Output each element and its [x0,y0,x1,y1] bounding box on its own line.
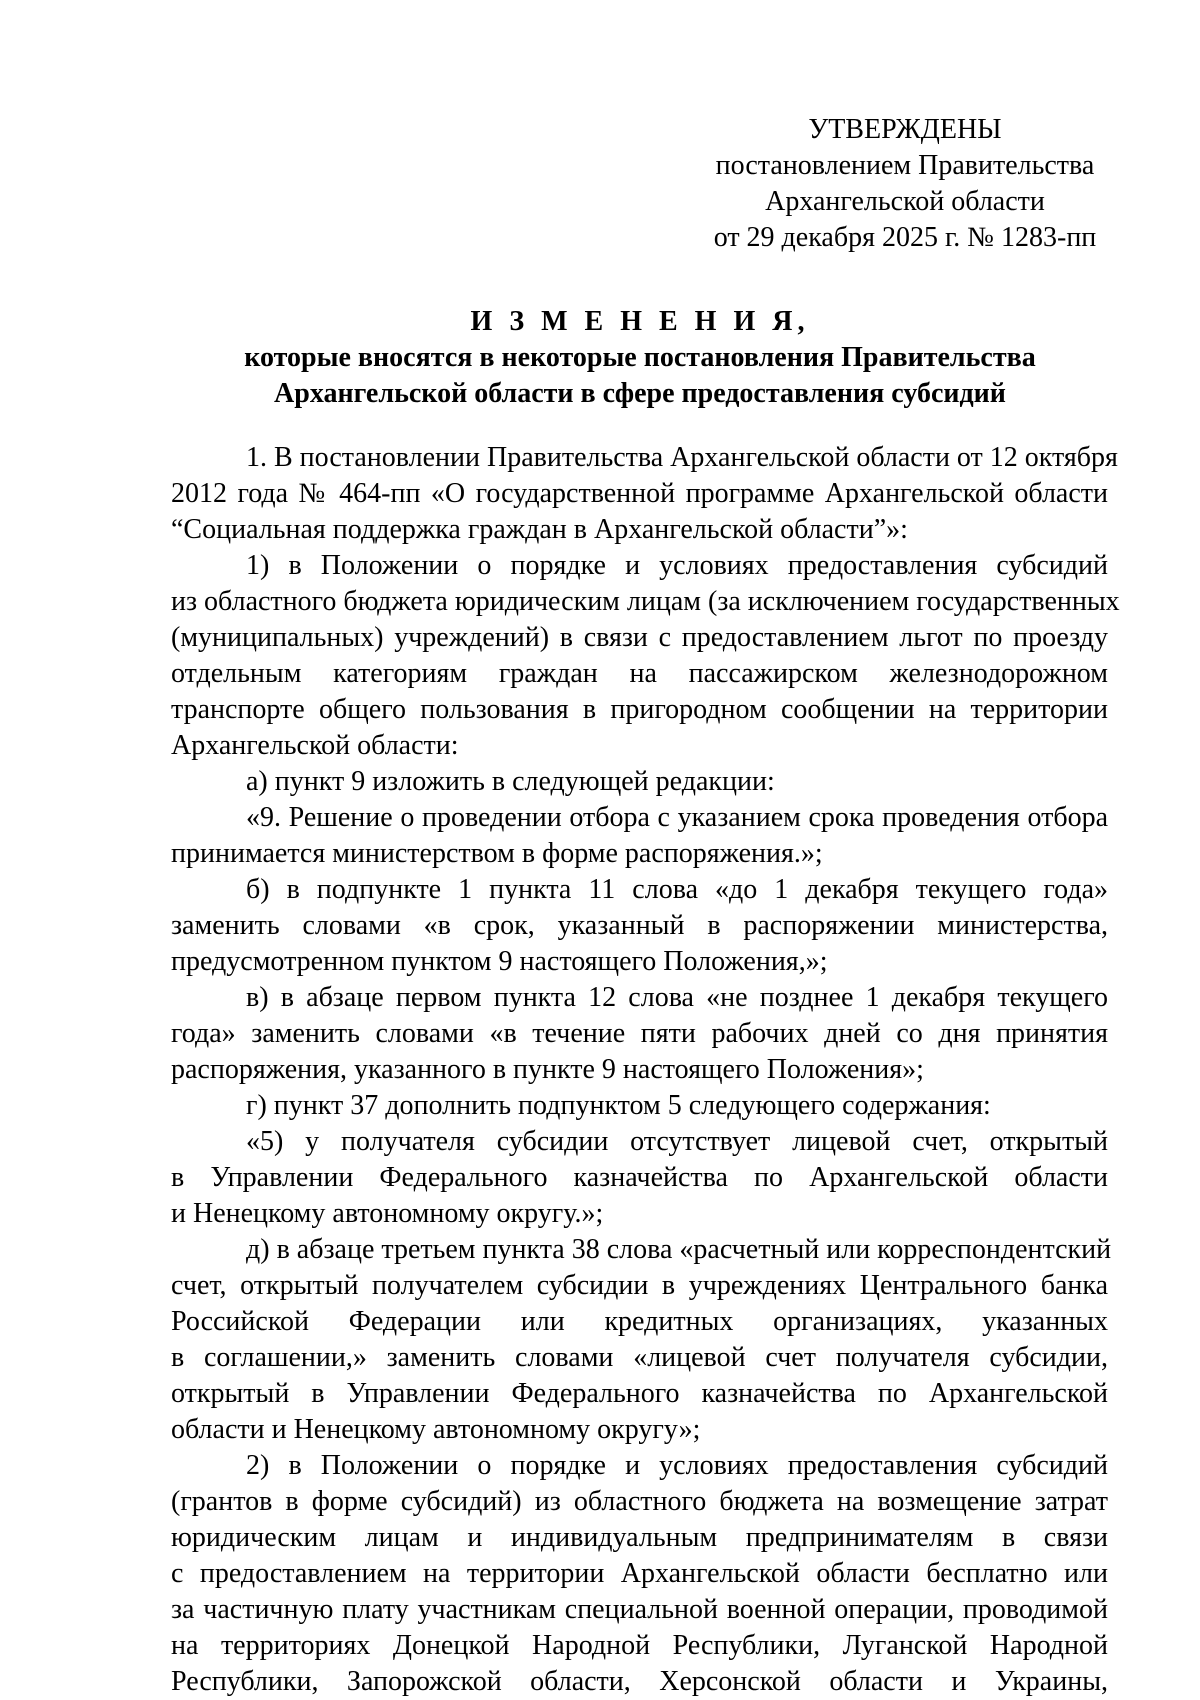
paragraph [171,1088,1108,1124]
approval-line: Архангельской области [765,186,1045,217]
paragraph-line: с предоставлением на территории Архангельской области бесплатно или [171,1558,1108,1589]
approval-date-number: от 29 декабря 2025 г. № 1283-пп [713,222,1097,253]
paragraph-line: (муниципальных) учреждений) в связи с предоставлением льгот по проезду [171,622,1108,653]
paragraph [171,980,1108,1088]
paragraph-line: отдельным категориям граждан на пассажирском железнодорожном [171,658,1108,689]
paragraph [171,1232,1112,1448]
paragraph-line: а) пункт 9 изложить в следующей редакции: [246,766,775,797]
paragraph-line: Российской Федерации или кредитных организациях, указанных [171,1306,1108,1337]
paragraph-line: “Социальная поддержка граждан в Архангельской области”»: [171,514,908,545]
paragraph-line: области и Ненецкому автономному округу»; [171,1414,701,1445]
paragraph [171,440,1118,548]
paragraph-line: Архангельской области: [171,730,459,761]
paragraph-line: 2) в Положении о порядке и условиях предоставления субсидий [246,1450,1108,1481]
paragraph-line: 1) в Положении о порядке и условиях предоставления субсидий [246,550,1108,581]
paragraph-line: «5) у получателя субсидии отсутствует лицевой счет, открытый [246,1126,1108,1157]
paragraph-line: из областного бюджета юридическим лицам (за исключением государственных [171,586,1120,617]
paragraph-line: б) в подпункте 1 пункта 11 слова «до 1 декабря текущего года» [246,874,1108,905]
paragraph-line: предусмотренном пунктом 9 настоящего Положения,»; [171,946,828,977]
paragraph-line: (грантов в форме субсидий) из областного бюджета на возмещение затрат [171,1486,1108,1517]
paragraph-line: заменить словами «в срок, указанный в распоряжении министерства, [171,910,1108,941]
paragraph-line: 2012 года № 464-пп «О государственной программе Архангельской области [171,478,1108,509]
approval-heading: УТВЕРЖДЕНЫ [808,114,1002,145]
paragraph-line: принимается министерством в форме распоряжения.»; [171,838,823,869]
paragraph-line: за частичную плату участникам специальной военной операции, проводимой [171,1594,1108,1625]
document-body [171,440,1120,1700]
paragraph [171,872,1108,980]
paragraph-line: на территориях Донецкой Народной Республики, Луганской Народной [171,1630,1108,1661]
paragraph [171,548,1120,764]
paragraph-line: распоряжения, указанного в пункте 9 настоящего Положения»; [171,1054,924,1085]
approval-line: постановлением Правительства [715,150,1095,181]
paragraph [171,1448,1108,1700]
paragraph-line: в) в абзаце первом пункта 12 слова «не позднее 1 декабря текущего [246,982,1108,1013]
title-subtitle-line: Архангельской области в сфере предоставления субсидий [274,378,1006,409]
paragraph [171,1124,1108,1232]
paragraph-line: счет, открытый получателем субсидии в учреждениях Центрального банка [171,1270,1108,1301]
title-subtitle-line: которые вносятся в некоторые постановления Правительства [244,342,1036,373]
paragraph [171,764,1108,800]
paragraph-line: открытый в Управлении Федерального казначейства по Архангельской [171,1378,1108,1409]
paragraph-line: в Управлении Федерального казначейства по Архангельской области [171,1162,1108,1193]
paragraph [171,800,1108,872]
paragraph-line: «9. Решение о проведении отбора с указанием срока проведения отбора [246,802,1108,833]
document-title [170,304,1110,412]
paragraph-line: юридическим лицам и индивидуальным предпринимателям в связи [171,1522,1108,1553]
approval-stamp [705,112,1105,256]
paragraph-line: Республики, Запорожской области, Херсонской области и Украины, [171,1666,1108,1697]
paragraph-line: г) пункт 37 дополнить подпунктом 5 следующего содержания: [246,1090,991,1121]
paragraph-line: 1. В постановлении Правительства Архангельской области от 12 октября [246,442,1118,473]
paragraph-line: в соглашении,» заменить словами «лицевой счет получателя субсидии, [171,1342,1108,1373]
title-main: И З М Е Н Е Н И Я, [470,306,810,337]
paragraph-line: транспорте общего пользования в пригородном сообщении на территории [171,694,1108,725]
paragraph-line: года» заменить словами «в течение пяти рабочих дней со дня принятия [171,1018,1108,1049]
paragraph-line: и Ненецкому автономному округу.»; [171,1198,604,1229]
paragraph-line: д) в абзаце третьем пункта 38 слова «расчетный или корреспондентский [246,1234,1112,1265]
